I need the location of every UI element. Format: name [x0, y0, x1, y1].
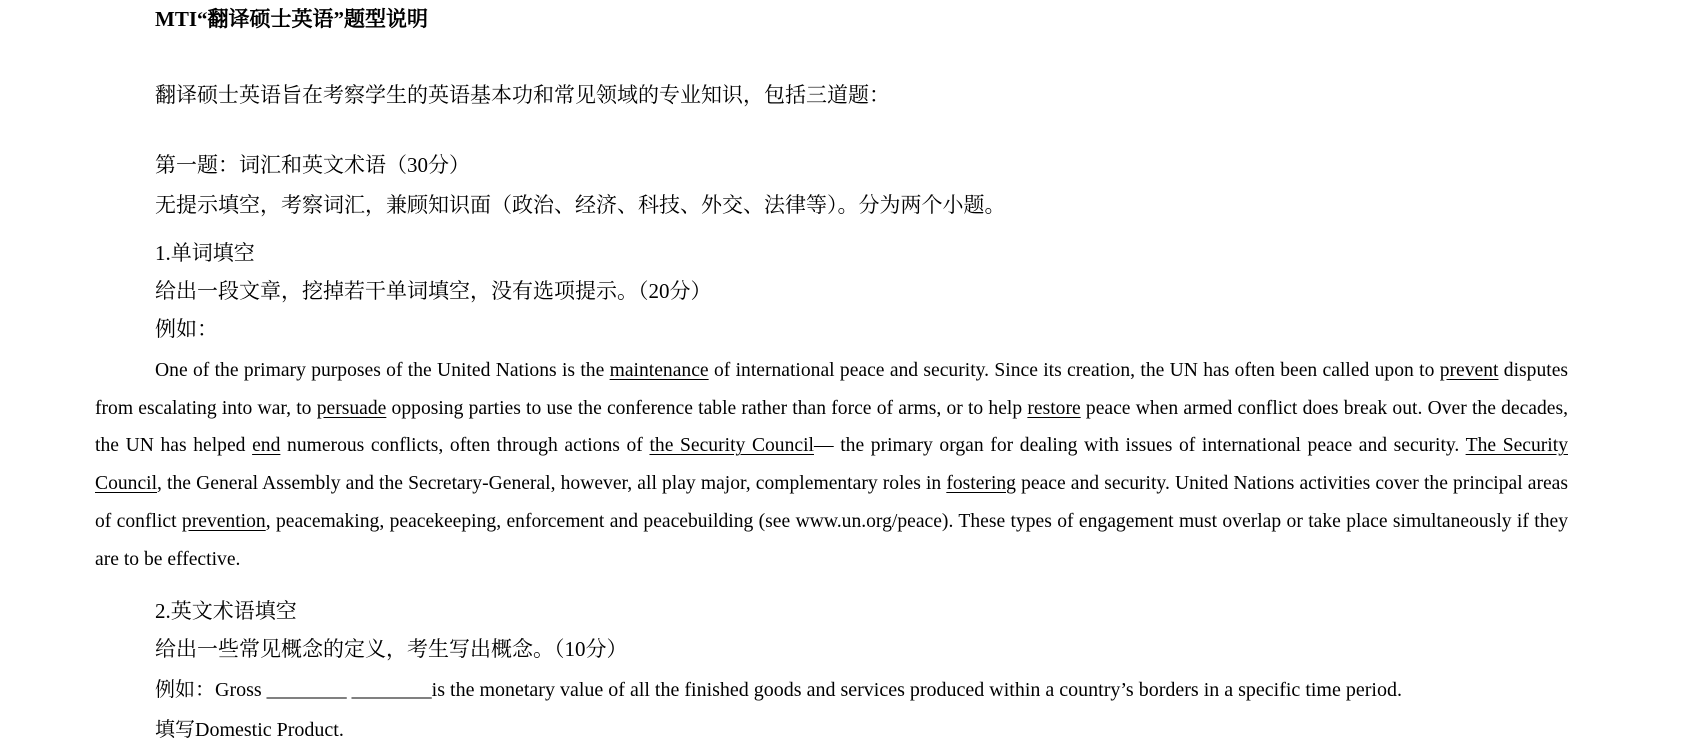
section1-heading: 第一题：词汇和英文术语（30分）: [155, 153, 470, 177]
subsection1-example-label: 例如：: [155, 317, 218, 341]
subsection1-heading: 1.单词填空: [155, 241, 255, 265]
subsection1-example-paragraph: One of the primary purposes of the United Nations is the maintenance of international peace and security. Since its creation, the UN has often been called upon to prevent disputes from escalating into war, to persuade opposing parties to use the conference table rather than force of arms, or to help restore peace when armed conflict does break out. Over the decades, the UN has helped end numerous conflicts, often through actions of the Security Council— the primary organ for dealing with issues of international peace and security. The Security Council, the General Assembly and the Secretary-General, however, all play major, complementary roles in fostering peace and security. United Nations activities cover the principal areas of conflict prevention, peacemaking, peacekeeping, enforcement and peacebuilding (see www.un.org/peace). These types of engagement must overlap or take place simultaneously if they are to be effective.: [95, 360, 1569, 570]
document-title: MTI“翻译硕士英语”题型说明: [155, 7, 428, 31]
document-content: [95, 0, 1568, 756]
subsection2-heading: 2.英文术语填空: [155, 599, 297, 623]
subsection2-example: 例如：Gross ________ ________is the monetary value of all the finished goods and services produced within a country’s borders in a specific time period.: [155, 679, 1402, 701]
subsection2-answer: 填写Domestic Product.: [155, 719, 344, 741]
subsection2-description: 给出一些常见概念的定义，考生写出概念。（10分）: [155, 637, 628, 661]
subsection1-description: 给出一段文章，挖掉若干单词填空，没有选项提示。（20分）: [155, 279, 712, 303]
section1-description: 无提示填空，考察词汇，兼顾知识面（政治、经济、科技、外交、法律等）。分为两个小题。: [155, 193, 1006, 217]
intro-paragraph: 翻译硕士英语旨在考察学生的英语基本功和常见领域的专业知识，包括三道题：: [155, 83, 890, 107]
